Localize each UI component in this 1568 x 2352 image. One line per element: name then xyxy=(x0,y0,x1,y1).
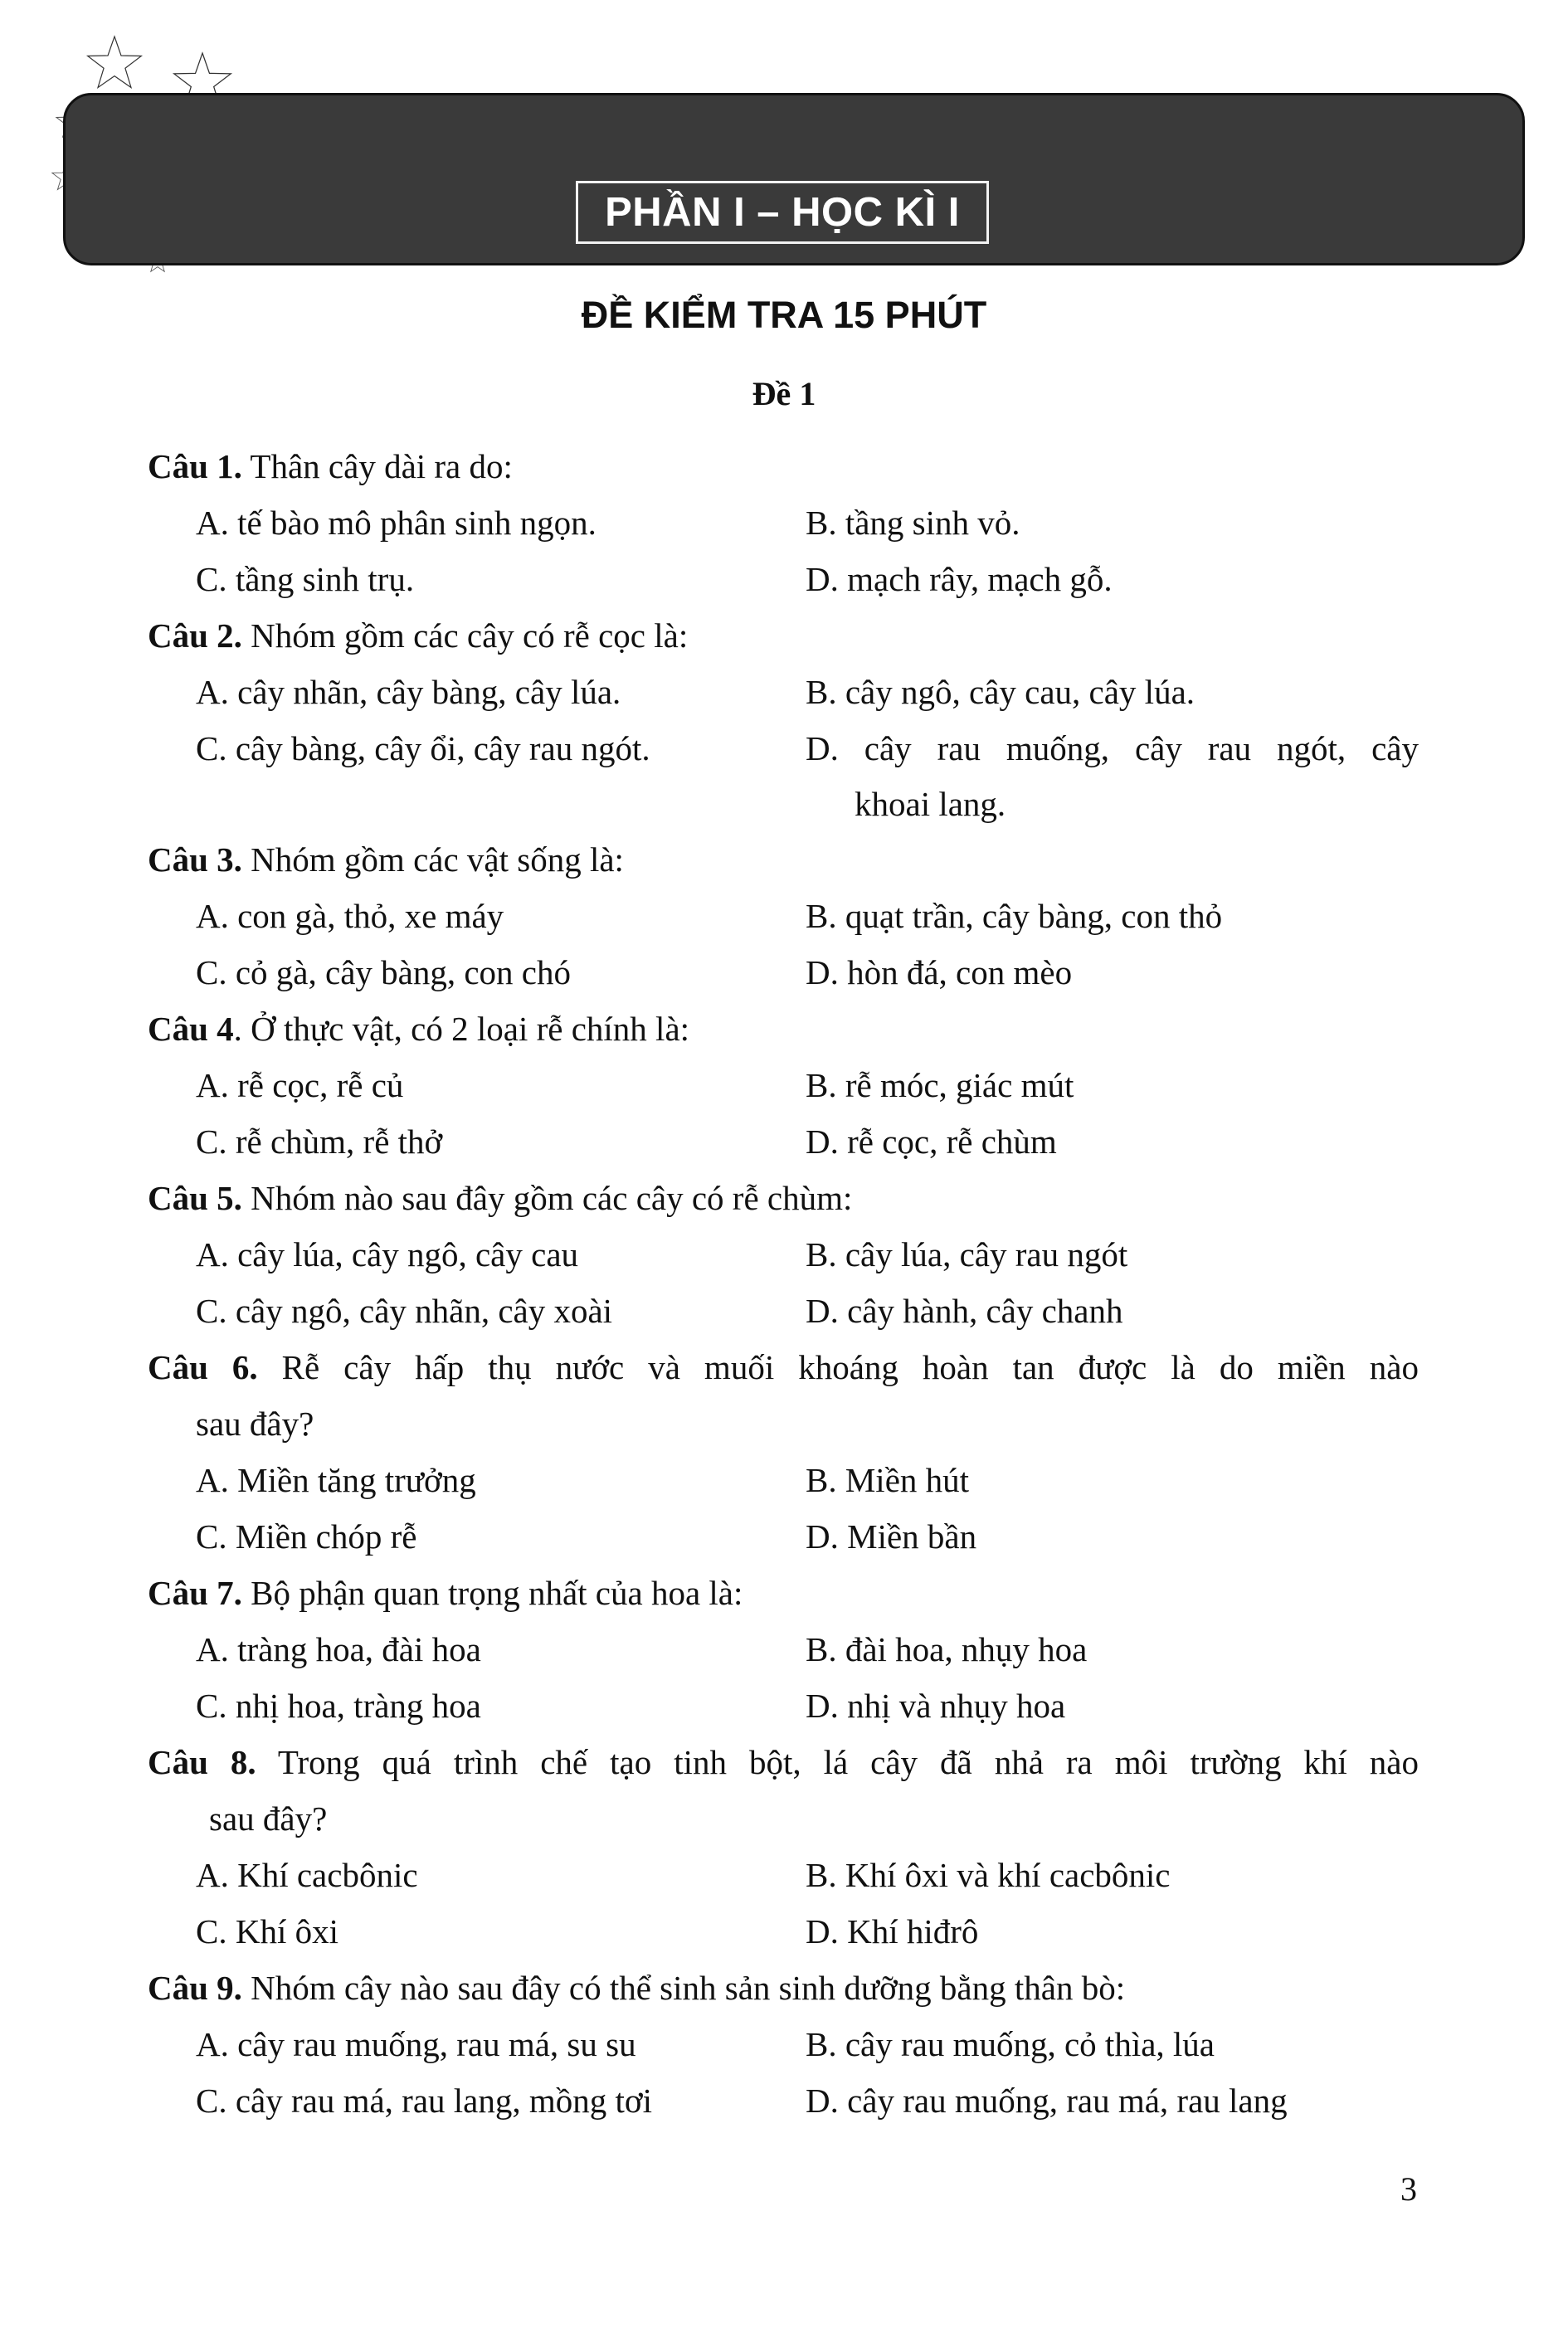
option-c: C. rễ chùm, rễ thở xyxy=(196,1122,443,1161)
options-row xyxy=(148,944,1419,1001)
question-stem xyxy=(148,1734,1419,1790)
part-title: PHẦN I – HỌC KÌ I xyxy=(576,181,989,244)
option-b: B. Khí ôxi và khí cacbônic xyxy=(806,1856,1171,1894)
option-c: C. Khí ôxi xyxy=(196,1912,338,1950)
option-b: B. cây rau muống, cỏ thìa, lúa xyxy=(806,2025,1215,2063)
question-3 xyxy=(148,831,1419,1001)
option-a: A. cây nhãn, cây bàng, cây lúa. xyxy=(196,673,621,711)
options-row xyxy=(148,1903,1419,1960)
option-d: D. cây hành, cây chanh xyxy=(806,1292,1123,1330)
page-number: 3 xyxy=(1400,2170,1417,2208)
question-stem xyxy=(148,607,1419,664)
option-a: A. cây lúa, cây ngô, cây cau xyxy=(196,1235,579,1273)
section-title: ĐỀ KIỂM TRA 15 PHÚT xyxy=(581,294,987,336)
question-1 xyxy=(148,438,1419,607)
option-d: D. cây rau muống, rau má, rau lang xyxy=(806,2082,1288,2120)
option-d: D. cây rau muống, cây rau ngót, cây xyxy=(806,729,1419,767)
option-d: D. Khí hiđrô xyxy=(806,1912,979,1950)
option-c: C. tầng sinh trụ. xyxy=(196,560,415,598)
option-c: C. cây rau má, rau lang, mồng tơi xyxy=(196,2082,652,2120)
options-row xyxy=(148,1508,1419,1565)
question-5 xyxy=(148,1170,1419,1339)
question-stem xyxy=(148,1339,1419,1395)
option-a: A. tế bào mô phân sinh ngọn. xyxy=(196,504,597,542)
question-number: Câu 5. xyxy=(148,1179,242,1217)
options-row xyxy=(148,1057,1419,1113)
star-outline-icon xyxy=(88,37,142,88)
options-row xyxy=(148,1283,1419,1339)
question-text: Nhóm gồm các vật sống là: xyxy=(241,840,624,879)
question-text-continuation: sau đây? xyxy=(209,1799,328,1838)
option-b: B. cây lúa, cây rau ngót xyxy=(806,1235,1128,1273)
options-row xyxy=(148,2072,1419,2129)
question-number: Câu 2. xyxy=(148,616,242,655)
option-a: A. cây rau muống, rau má, su su xyxy=(196,2025,636,2063)
options-row xyxy=(148,1226,1419,1283)
option-b: B. đài hoa, nhụy hoa xyxy=(806,1630,1088,1668)
question-stem xyxy=(148,1565,1419,1621)
question-text: Thân cây dài ra do: xyxy=(241,447,513,485)
question-number: Câu 9. xyxy=(148,1969,242,2007)
options-row xyxy=(148,1678,1419,1734)
options-row xyxy=(148,1847,1419,1903)
option-b: B. rễ móc, giác mút xyxy=(806,1066,1074,1104)
option-b: B. Miền hút xyxy=(806,1461,970,1499)
question-2 xyxy=(148,607,1419,831)
question-text-continuation: sau đây? xyxy=(196,1405,314,1443)
question-number: Câu 4 xyxy=(148,1010,234,1048)
options-row xyxy=(148,664,1419,720)
option-b: B. quạt trần, cây bàng, con thỏ xyxy=(806,897,1223,935)
option-a: A. Miền tăng trưởng xyxy=(196,1461,476,1499)
question-text: Nhóm nào sau đây gồm các cây có rễ chùm: xyxy=(241,1179,853,1217)
option-b: B. tầng sinh vỏ. xyxy=(806,504,1020,542)
question-number: Câu 6. xyxy=(148,1348,258,1386)
option-b: B. cây ngô, cây cau, cây lúa. xyxy=(806,673,1195,711)
options-row xyxy=(148,720,1419,777)
options-row xyxy=(148,2016,1419,2072)
option-d-continuation: khoai lang. xyxy=(855,785,1006,823)
question-6 xyxy=(148,1339,1419,1565)
question-number: Câu 3. xyxy=(148,840,242,879)
question-text: Nhóm cây nào sau đây có thể sinh sản sinh dưỡng bằng thân bò: xyxy=(241,1969,1126,2007)
option-c: C. nhị hoa, tràng hoa xyxy=(196,1687,481,1725)
question-text: . Ở thực vật, có 2 loại rễ chính là: xyxy=(233,1010,690,1048)
options-row xyxy=(148,1452,1419,1508)
options-row xyxy=(148,1113,1419,1170)
option-a: A. Khí cacbônic xyxy=(196,1856,418,1894)
question-7 xyxy=(148,1565,1419,1734)
question-number: Câu 8. xyxy=(148,1743,256,1781)
question-stem xyxy=(148,438,1419,494)
question-stem xyxy=(148,1960,1419,2016)
test-title: Đề 1 xyxy=(752,375,816,412)
option-d: D. rễ cọc, rễ chùm xyxy=(806,1122,1057,1161)
question-text: Rễ cây hấp thụ nước và muối khoáng hoàn tan được là do miền nào xyxy=(257,1348,1419,1386)
option-a: A. rễ cọc, rễ củ xyxy=(196,1066,404,1104)
option-d: D. mạch rây, mạch gỗ. xyxy=(806,560,1113,598)
option-c: C. Miền chóp rễ xyxy=(196,1517,417,1556)
options-row xyxy=(148,551,1419,607)
question-stem xyxy=(148,1170,1419,1226)
question-8 xyxy=(148,1734,1419,1960)
question-text: Bộ phận quan trọng nhất của hoa là: xyxy=(241,1574,743,1612)
option-d: D. nhị và nhụy hoa xyxy=(806,1687,1066,1725)
question-text: Trong quá trình chế tạo tinh bột, lá cây đã nhả ra môi trường khí nào xyxy=(256,1743,1419,1781)
question-9 xyxy=(148,1960,1419,2129)
option-a: A. tràng hoa, đài hoa xyxy=(196,1630,481,1668)
options-row xyxy=(148,494,1419,551)
option-d: D. Miền bần xyxy=(806,1517,977,1556)
option-c: C. cây bàng, cây ổi, cây rau ngót. xyxy=(196,729,650,767)
option-c: C. cỏ gà, cây bàng, con chó xyxy=(196,953,571,991)
question-list xyxy=(148,438,1419,2129)
question-stem xyxy=(148,831,1419,888)
question-text: Nhóm gồm các cây có rễ cọc là: xyxy=(241,616,689,655)
option-c: C. cây ngô, cây nhãn, cây xoài xyxy=(196,1292,613,1330)
question-number: Câu 1. xyxy=(148,447,242,485)
options-row xyxy=(148,888,1419,944)
question-4 xyxy=(148,1001,1419,1170)
options-row xyxy=(148,1621,1419,1678)
option-a: A. con gà, thỏ, xe máy xyxy=(196,897,504,935)
option-d: D. hòn đá, con mèo xyxy=(806,953,1073,991)
question-number: Câu 7. xyxy=(148,1574,242,1612)
question-stem xyxy=(148,1001,1419,1057)
